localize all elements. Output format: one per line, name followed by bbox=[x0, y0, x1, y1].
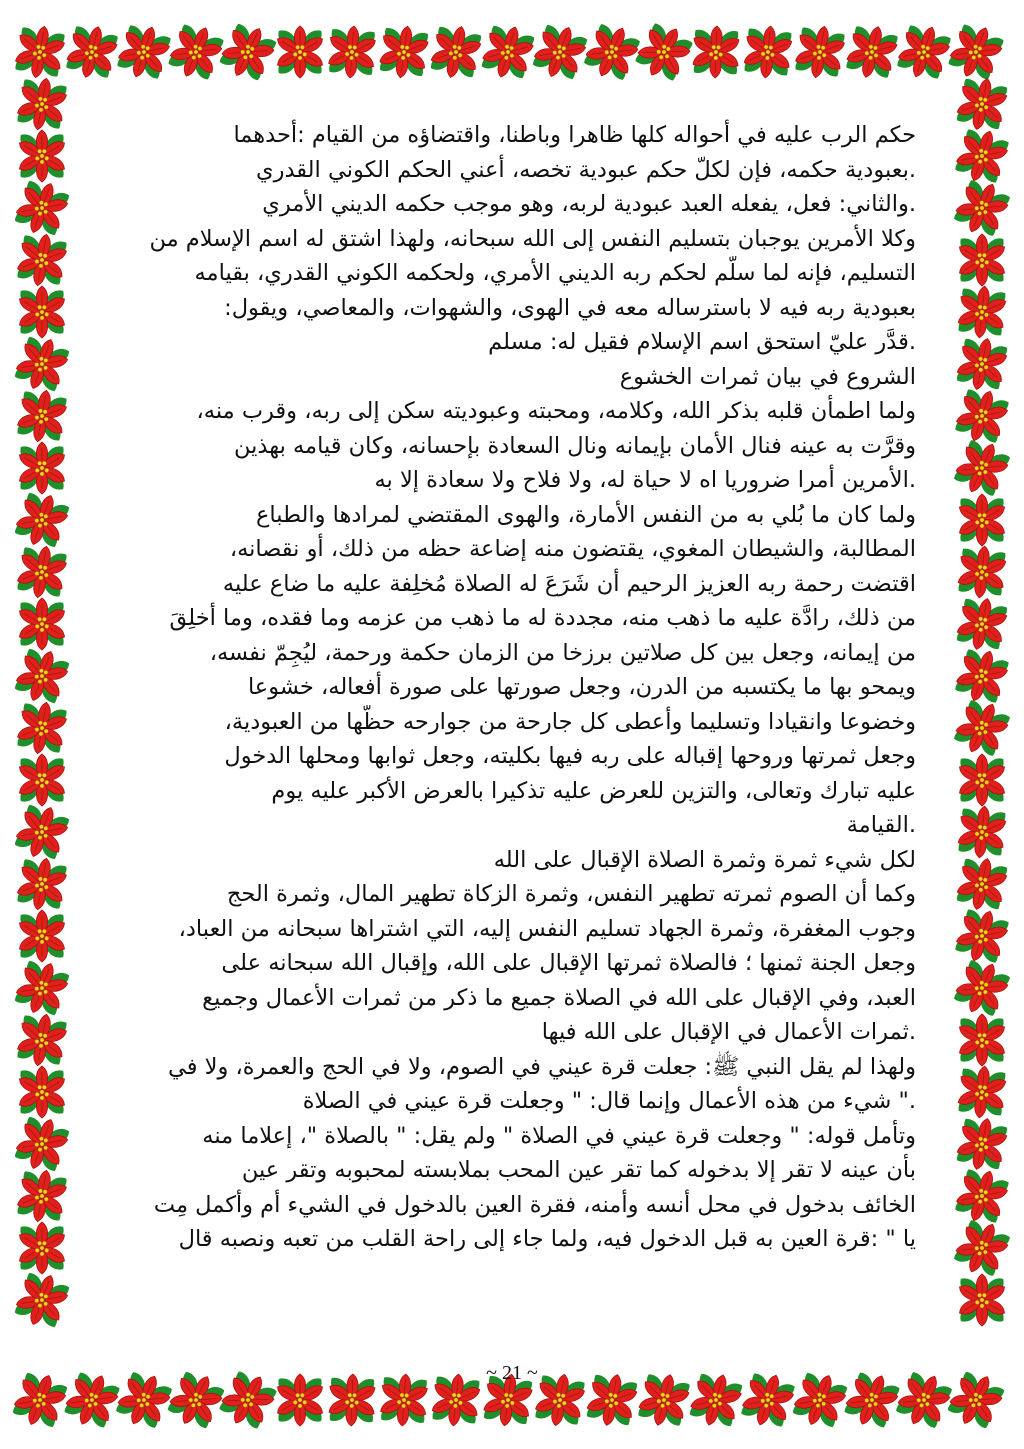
poinsettia-flower-icon bbox=[376, 1372, 431, 1427]
poinsettia-flower-icon bbox=[9, 643, 76, 710]
poinsettia-flower-icon bbox=[111, 19, 176, 85]
poinsettia-flower-icon bbox=[9, 175, 76, 242]
text-line: .بعبودية حكمه، فإن لكلّ حكم عبودية تخصه، أعني الحكم الكوني القدري bbox=[256, 156, 916, 183]
poinsettia-flower-icon bbox=[948, 954, 1017, 1023]
poinsettia-flower-icon bbox=[162, 18, 230, 86]
poinsettia-flower-icon bbox=[890, 1366, 959, 1435]
poinsettia-flower-icon bbox=[12, 1010, 72, 1070]
poinsettia-flower-icon bbox=[16, 1066, 68, 1118]
poinsettia-flower-icon bbox=[956, 754, 1008, 806]
poinsettia-flower-icon bbox=[949, 903, 1014, 969]
poinsettia-flower-icon bbox=[12, 74, 72, 134]
text-line: بعبودية ربه فيه لا باسترساله معه في الهوى، والشهوات، والمعاصي، ويقول: bbox=[224, 294, 916, 321]
poinsettia-flower-icon bbox=[9, 1267, 76, 1334]
poinsettia-flower-icon bbox=[891, 19, 956, 85]
poinsettia-flower-icon bbox=[790, 22, 850, 82]
poinsettia-flower-icon bbox=[941, 1365, 1010, 1435]
poinsettia-flower-icon bbox=[110, 1366, 179, 1435]
poinsettia-flower-icon bbox=[942, 18, 1010, 86]
poinsettia-flower-icon bbox=[12, 230, 72, 290]
text-line: من ذلك، رادَّة عليه ما ذهب منه، مجددة له ما ذهب من عزمه وما فقده، وما أخلِقَ bbox=[169, 605, 916, 631]
poinsettia-flower-icon bbox=[161, 1365, 230, 1435]
text-line: الخائف بدخول في محل أنسه وأمنه، فقرة العين بالدخول في الشيء أم وأكمل مِت bbox=[153, 1191, 916, 1218]
poinsettia-flower-icon bbox=[213, 1365, 283, 1435]
text-line: يا " :قرة العين به قبل الدخول فيه، ولما جاء إلى راحة القلب من تعبه ونصبه قال bbox=[178, 1226, 916, 1252]
poinsettia-flower-icon bbox=[953, 1063, 1010, 1120]
text-line: المطالبة، والشيطان المغوي، يقتضون منه إضاعة حظه من ذلك، أو نقصانه، bbox=[229, 536, 916, 562]
poinsettia-flower-icon bbox=[956, 234, 1008, 286]
poinsettia-flower-icon bbox=[12, 386, 72, 446]
poinsettia-flower-icon bbox=[213, 17, 282, 87]
text-line: حكم الرب عليه في أحواله كلها ظاهرا وباطنا، واقتضاؤه من القيام :أحدهما bbox=[233, 122, 916, 148]
poinsettia-flower-icon bbox=[527, 19, 594, 86]
poinsettia-flower-icon bbox=[274, 1374, 326, 1426]
poinsettia-flower-icon bbox=[739, 23, 796, 80]
text-line: ويمحو بها ما يكتسبه من الدرن، وجعل صورتها على صورة أفعاله، خشوعا bbox=[247, 674, 916, 700]
poinsettia-flower-icon bbox=[9, 487, 76, 554]
poinsettia-flower-icon bbox=[956, 494, 1008, 546]
text-line: ولما اطمأن قلبه بذكر الله، وكلامه، ومحبته وعبوديته سكن إلى ربه، وقرب منه، bbox=[196, 398, 916, 424]
text-line: ." شيء من هذه الأعمال وإنما قال: " وجعلت قرة عيني في الصلاة bbox=[302, 1088, 916, 1114]
poinsettia-flower-icon bbox=[9, 331, 76, 398]
poinsettia-flower-icon bbox=[951, 853, 1013, 915]
text-line: .الأمرين أمرا ضروريا اه لا حياة له، ولا فلاح ولا سعادة إلا به bbox=[374, 467, 916, 493]
poinsettia-flower-icon bbox=[953, 803, 1010, 860]
text-line: وتأمل قوله: " وجعلت قرة عيني في الصلاة " ولم يقل: " بالصلاة "، إعلاما منه bbox=[202, 1122, 916, 1149]
poinsettia-flower-icon bbox=[951, 593, 1013, 655]
poinsettia-flower-icon bbox=[324, 24, 379, 79]
poinsettia-flower-icon bbox=[948, 174, 1017, 243]
text-line: لكل شيء ثمرة وثمرة الصلاة الإقبال على الله bbox=[493, 846, 916, 873]
poinsettia-flower-icon bbox=[949, 123, 1014, 189]
poinsettia-flower-icon bbox=[949, 383, 1014, 449]
text-line: العبد، وفي الإقبال على الله في الصلاة جميع ما ذكر من ثمرات الأعمال وجميع bbox=[202, 984, 916, 1011]
text-line: وجعل الجنة ثمنها ؛ فالصلاة ثمرتها الإقبال على الله، وإقبال الله سبحانه على bbox=[221, 950, 916, 976]
poinsettia-flower-icon bbox=[12, 542, 72, 602]
poinsettia-flower-icon bbox=[12, 1166, 72, 1226]
poinsettia-flower-icon bbox=[578, 18, 647, 87]
text-line: وخضوعا وانقيادا وتسليما وأعطى كل جارحة من جوارحه حظَّها من العبودية، bbox=[224, 708, 916, 735]
poinsettia-flower-icon bbox=[684, 1368, 748, 1432]
page-number: ~ 21 ~ bbox=[486, 1362, 538, 1384]
poinsettia-flower-icon bbox=[325, 1373, 379, 1427]
poinsettia-flower-icon bbox=[949, 643, 1014, 709]
poinsettia-flower-icon bbox=[7, 1367, 74, 1434]
poinsettia-flower-icon bbox=[16, 910, 68, 962]
poinsettia-flower-icon bbox=[581, 1369, 643, 1431]
poinsettia-flower-icon bbox=[12, 854, 72, 914]
text-line: بأن عينه لا تقر إلا بدخوله كما تقر عين المحب بملابسته لمحبوبه وتقر عين bbox=[241, 1157, 916, 1183]
poinsettia-flower-icon bbox=[948, 434, 1017, 503]
poinsettia-flower-icon bbox=[16, 130, 68, 182]
text-line: وكما أن الصوم ثمرته تطهير النفس، وثمرة الزكاة تطهير المال، وثمرة الحج bbox=[226, 881, 916, 907]
poinsettia-flower-icon bbox=[16, 286, 68, 338]
poinsettia-flower-icon bbox=[951, 73, 1013, 135]
poinsettia-flower-icon bbox=[735, 1367, 800, 1433]
poinsettia-flower-icon bbox=[787, 1367, 854, 1434]
poinsettia-flower-icon bbox=[948, 694, 1017, 763]
text-line: وجوب المغفرة، وثمرة الجهاد تسليم النفس إليه، التي اشتراها سبحانه من العباد، bbox=[178, 915, 916, 942]
poinsettia-flower-icon bbox=[16, 1222, 68, 1274]
poinsettia-flower-icon bbox=[949, 1163, 1014, 1229]
poinsettia-flower-icon bbox=[9, 799, 76, 866]
text-line: ولما كان ما بُلي به من النفس الأمارة، والهوى المقتضي لمرادها والطباع bbox=[256, 501, 916, 528]
poinsettia-flower-icon bbox=[951, 333, 1013, 395]
poinsettia-flower-icon bbox=[16, 442, 68, 494]
text-line: .ثمرات الأعمال في الإقبال على الله فيها bbox=[541, 1019, 916, 1045]
poinsettia-flower-icon bbox=[274, 26, 326, 78]
poinsettia-flower-icon bbox=[838, 1366, 906, 1434]
text-line: اقتضت رحمة ربه العزيز الرحيم أن شَرَعَ له الصلاة مُخلِفة عليه ما ضاع عليه bbox=[222, 570, 916, 597]
poinsettia-flower-icon bbox=[16, 754, 68, 806]
text-line: .قدَّر عليّ استحق اسم الإسلام فقيل له: مسلم bbox=[488, 329, 916, 355]
text-line: التسليم، فإنه لما سلّم لحكم ربه الديني الأمري، ولحكمه الكوني القدري، بقيامه bbox=[194, 260, 916, 286]
poinsettia-flower-icon bbox=[953, 283, 1010, 340]
poinsettia-flower-icon bbox=[841, 20, 904, 83]
text-line: الشروع في بيان ثمرات الخشوع bbox=[619, 363, 916, 390]
poinsettia-flower-icon bbox=[689, 25, 743, 79]
text-line: .والثاني: فعل، يفعله العبد عبودية لربه، وهو موجب حكمه الديني الأمري bbox=[262, 191, 916, 217]
text-line: وكلا الأمرين يوجبان بتسليم النفس إلى الله سبحانه، ولهذا اشتق له اسم الإسلام من bbox=[149, 225, 916, 252]
poinsettia-flower-icon bbox=[629, 17, 699, 87]
poinsettia-flower-icon bbox=[956, 1014, 1008, 1066]
poinsettia-flower-icon bbox=[9, 1111, 76, 1178]
poinsettia-flower-icon bbox=[633, 1368, 696, 1431]
poinsettia-flower-icon bbox=[425, 21, 487, 83]
poinsettia-flower-icon bbox=[9, 955, 76, 1022]
text-line: ولهذا لم يقل النبي ﷺ: جعلت قرة عيني في الصوم، ولا في الحج والعمرة، ولا في bbox=[168, 1053, 916, 1080]
poinsettia-flower-icon bbox=[375, 23, 434, 82]
text-line: وجعل ثمرتها وروحها إقباله على ربه فيها بكليته، وجعل ثوابها ومحلها الدخول bbox=[224, 743, 916, 769]
poinsettia-flower-icon bbox=[16, 598, 68, 650]
text-line: .القيامة bbox=[846, 812, 916, 838]
poinsettia-flower-icon bbox=[956, 1274, 1008, 1326]
text-line: وقرَّت به عينه فنال الأمان بإيمانه ونال السعادة بإحسانه، وكان قيامه بهذين bbox=[234, 432, 916, 459]
text-line: عليه تبارك وتعالى، والتزين للعرض عليه تذكيرا بالعرض الأكبر عليه يوم bbox=[271, 777, 916, 804]
poinsettia-flower-icon bbox=[953, 543, 1010, 600]
poinsettia-flower-icon bbox=[61, 20, 124, 83]
poinsettia-flower-icon bbox=[58, 1366, 126, 1434]
poinsettia-flower-icon bbox=[951, 1113, 1013, 1175]
poinsettia-flower-icon bbox=[948, 1214, 1017, 1283]
document-body bbox=[108, 118, 916, 1318]
text-line: من إيمانه، وجعل بين كل صلاتين برزخا من الزمان حكمة ورحمة، ليُجِمّ نفسه، bbox=[209, 639, 916, 666]
poinsettia-flower-icon bbox=[476, 20, 540, 84]
poinsettia-flower-icon bbox=[12, 698, 72, 758]
poinsettia-flower-icon bbox=[10, 22, 70, 82]
